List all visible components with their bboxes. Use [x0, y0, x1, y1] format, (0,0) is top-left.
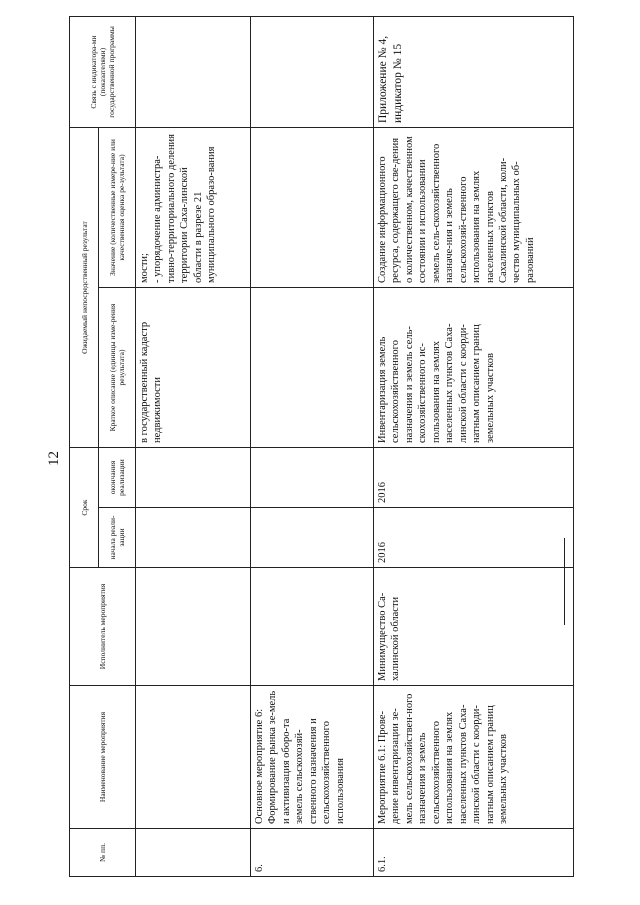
header-name: Наименование мероприятия [70, 686, 136, 829]
row-link [136, 17, 251, 128]
table-header [70, 17, 136, 877]
row-link [251, 17, 374, 128]
row-end [136, 448, 251, 508]
row-start: 2016 [374, 508, 574, 568]
page-number: 12 [46, 451, 62, 466]
row-value [251, 128, 374, 288]
header-term-start: начала реали-зации [99, 508, 136, 568]
header-link: Связь с индикатора-ми (показателями) государственной программы [70, 17, 136, 128]
events-table [69, 16, 574, 877]
row-executor [136, 568, 251, 686]
header-executor: Исполнитель мероприятия [70, 568, 136, 686]
row-name: Основное мероприятие 6: Формирование рынка зе-мель и активизация оборо-та земель сельскохозяй-ственного назначения и сельскохозяйственного использования [251, 686, 374, 829]
header-term: Срок [70, 448, 99, 568]
header-brief: Краткое описание (единицы изме-рения результата) [99, 288, 136, 448]
row-executor [251, 568, 374, 686]
row-value: Создание информационного ресурса, содержащего све-дения о количественном, качественном состоянии и использовании земель сель-скохозяйственного назначе-ния и земель сельскохозяй-ственного использования на землях населенных пунктов Сахалинской области, коли-чество муниципальных об-разований [374, 128, 574, 288]
row-brief [251, 288, 374, 448]
row-start [136, 508, 251, 568]
row-end: 2016 [374, 448, 574, 508]
row-num: 6.1. [374, 829, 574, 877]
row-value: мости; - упорядочение администра-тивно-территориального деления территории Саха-линской области в разрезе 21 муниципального образо-вания [136, 128, 251, 288]
header-value: Значение (количественные измере-ние или качественная оценка ре-зультата) [99, 128, 136, 288]
header-expected-result: Ожидаемый непосредственный результат [70, 128, 99, 448]
row-name: Мероприятие 6.1: Прове-дение инвентаризации зе-мель сельскохозяйствен-ного назначения и земель сельскохозяйственного использования на землях населенных пунктов Саха-линской области с коорди-натным описанием границ земельных участков [374, 686, 574, 829]
row-brief: Инвентаризация земель сельскохозяйственного назначения и земель сель-скохозяйственного ис-пользования на землях населенных пунктов Саха-линской области с коорди-натным описанием границ земельных участков [374, 288, 574, 448]
row-link: Приложение № 4, индикатор № 15 [374, 17, 574, 128]
header-num: № пп. [70, 829, 136, 877]
table-row [136, 17, 251, 877]
divider-line [564, 538, 565, 625]
row-executor: Минимущество Са-халинской области [374, 568, 574, 686]
row-name [136, 686, 251, 829]
row-num [136, 829, 251, 877]
row-brief: в государственный кадастр недвижимости [136, 288, 251, 448]
row-end [251, 448, 374, 508]
table-row [374, 17, 574, 877]
header-term-end: окончания реализации [99, 448, 136, 508]
row-num: 6. [251, 829, 374, 877]
table-row [251, 17, 374, 877]
row-start [251, 508, 374, 568]
